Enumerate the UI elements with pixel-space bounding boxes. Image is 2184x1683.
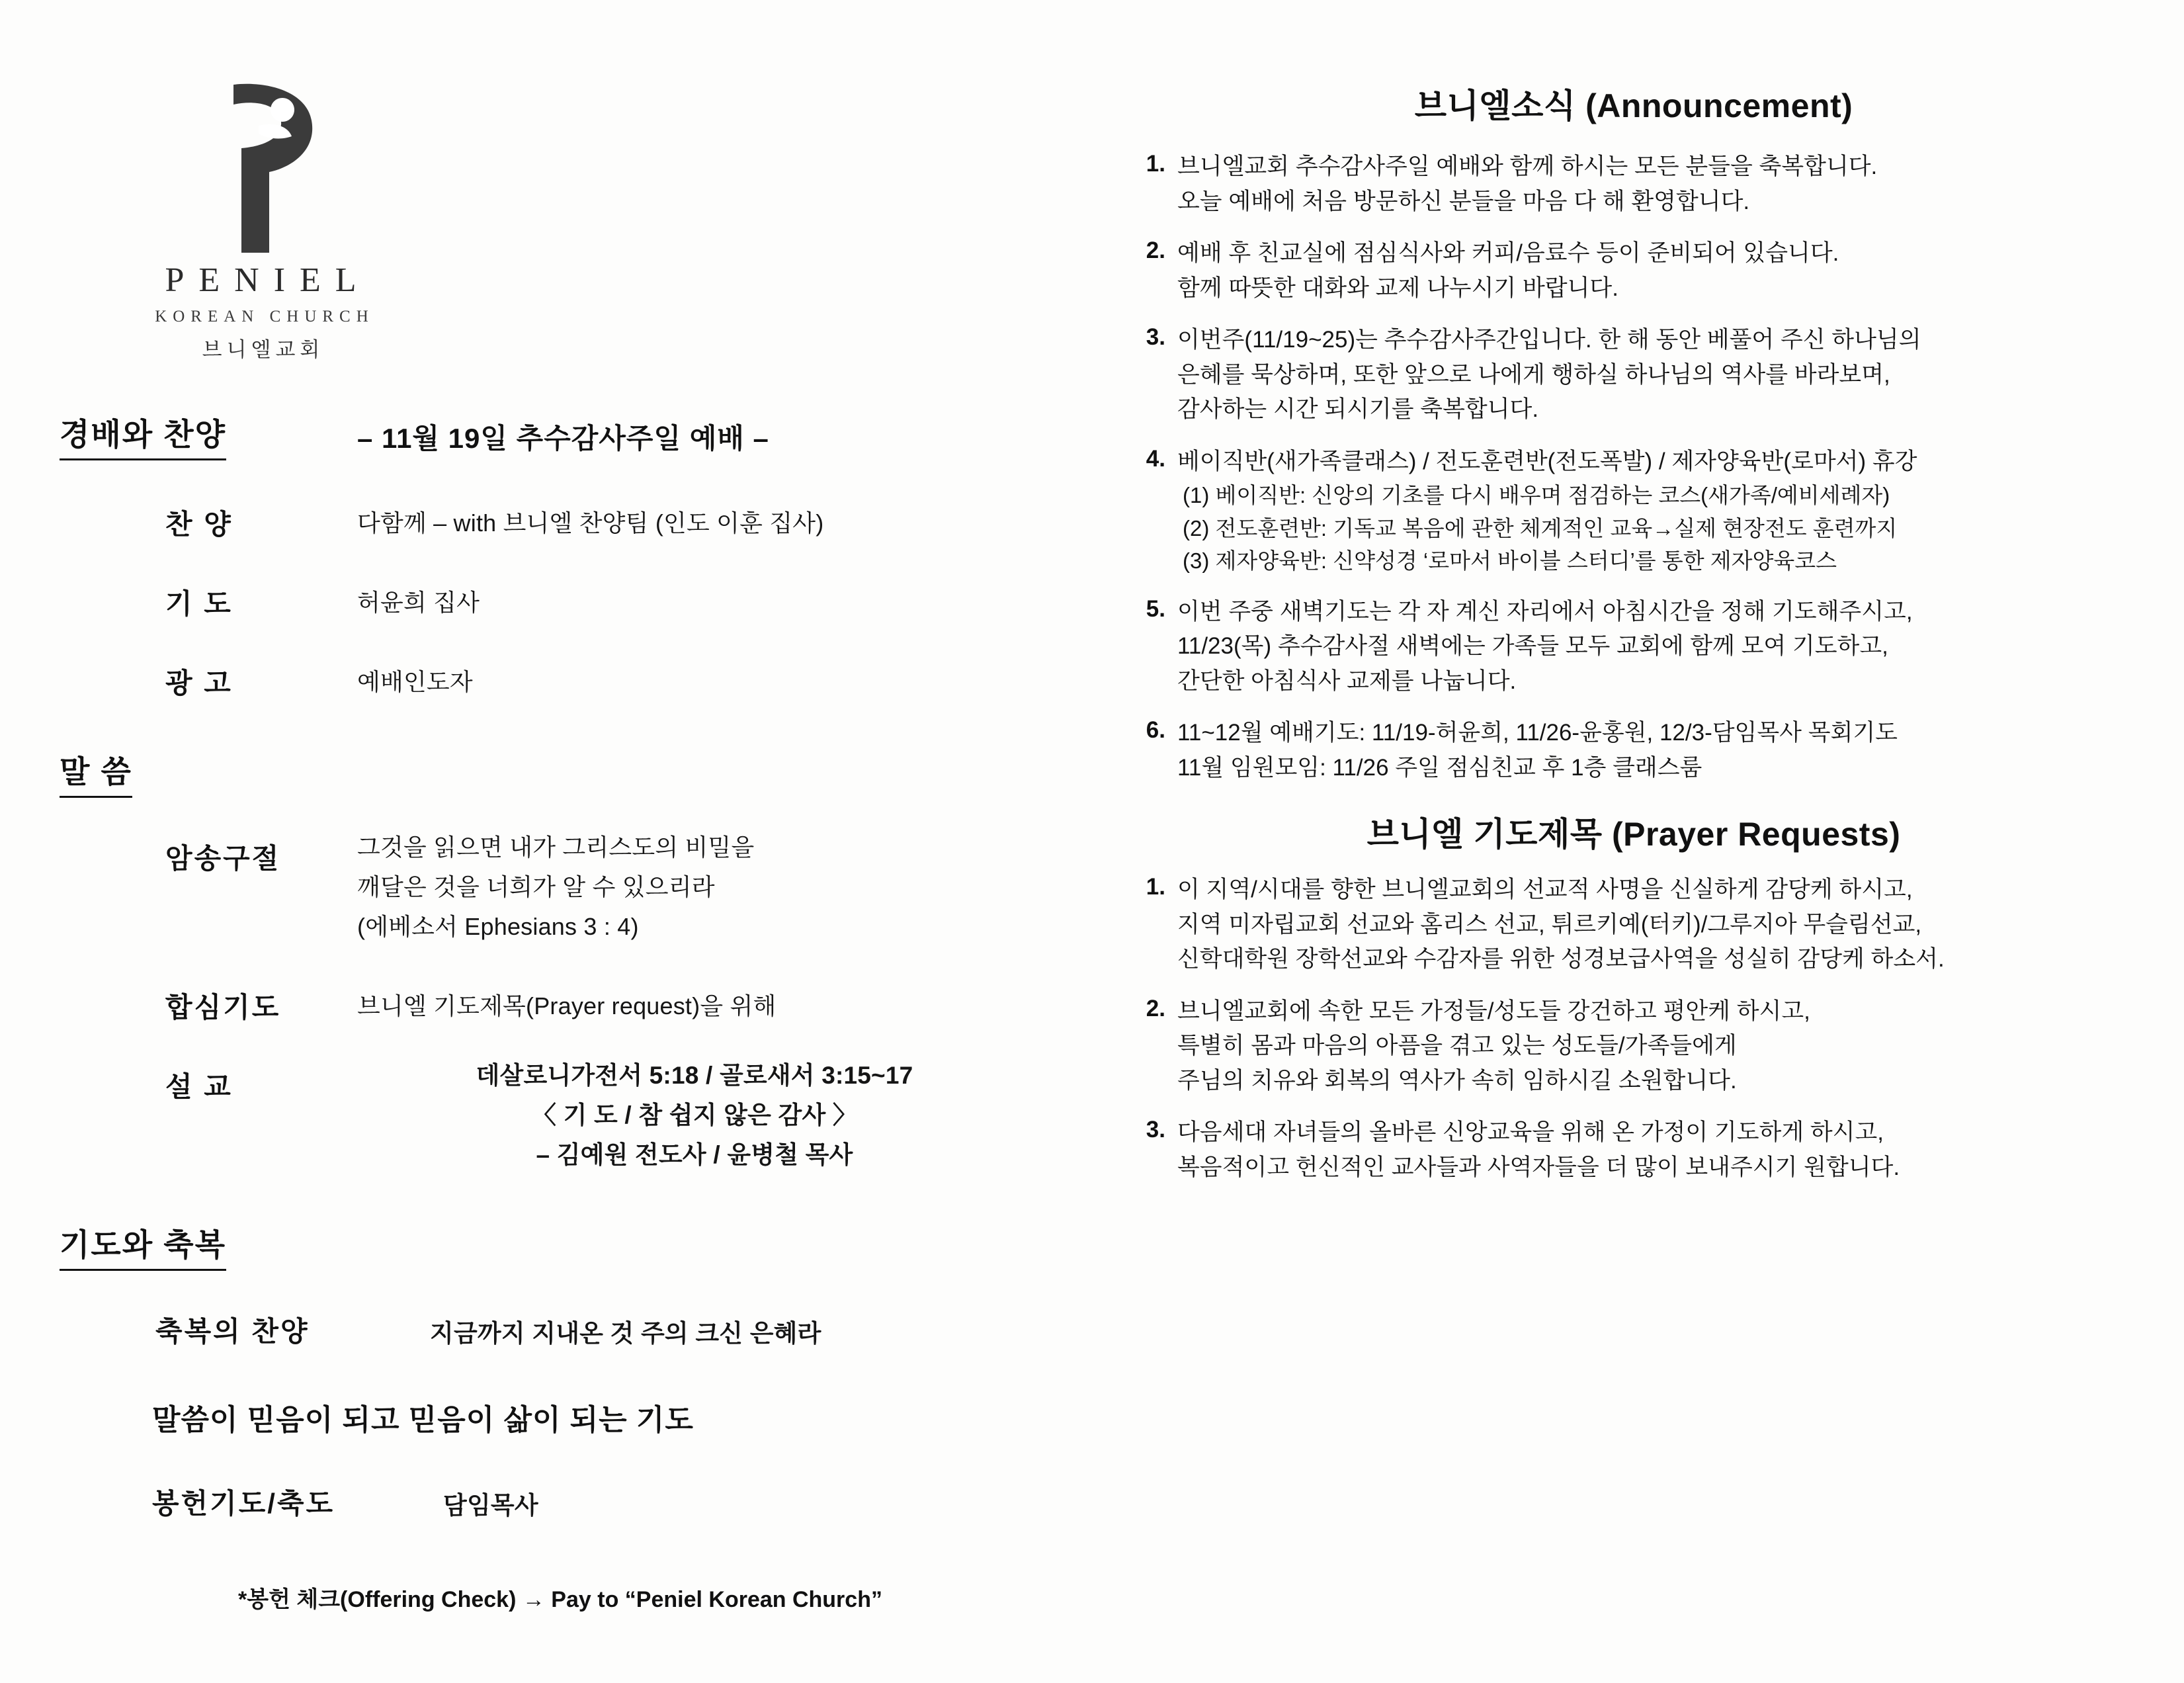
item-body	[1177, 1115, 2143, 1185]
row-label-offering-benediction: 봉헌기도/축도	[152, 1488, 335, 1519]
item-line: 함께 따뜻한 대화와 교제 나누시기 바랍니다.	[1177, 275, 1618, 301]
announcement-item	[1124, 236, 2143, 306]
item-number: 3.	[1146, 1117, 1165, 1143]
row-value-blessing-song: 지금까지 지내온 것 주의 크신 은혜라	[430, 1320, 821, 1347]
item-number: 5.	[1146, 595, 1165, 622]
row-label-praise: 찬 양	[165, 509, 233, 540]
item-line: 간단한 아침식사 교제를 나눕니다.	[1177, 668, 1517, 694]
announcement-item	[1124, 445, 2143, 578]
sermon-title: 〈 기 도 / 참 쉽지 않은 감사 〉	[531, 1101, 858, 1129]
item-body	[1177, 236, 2143, 306]
item-line: 지역 미자립교회 선교와 홈리스 선교, 튀르키예(터키)/그루지아 무슬림선교,	[1177, 911, 1922, 937]
logo-subtitle: KOREAN CHURCH	[155, 308, 374, 325]
item-line: 브니엘교회 추수감사주일 예배와 함께 하시는 모든 분들을 축복합니다.	[1177, 153, 1878, 179]
section-heading-word: 말 씀	[60, 748, 132, 798]
word-faith-life-prayer: 말씀이 믿음이 되고 믿음이 삶이 되는 기도	[152, 1404, 694, 1436]
item-number: 1.	[1146, 151, 1165, 177]
announcement-item	[1124, 150, 2143, 219]
item-line: 브니엘교회에 속한 모든 가정들/성도들 강건하고 평안케 하시고,	[1177, 998, 1810, 1024]
row-label-announcement: 광 고	[165, 668, 233, 699]
row-label-united-prayer: 합심기도	[165, 992, 281, 1023]
item-number: 3.	[1146, 324, 1165, 350]
item-line: 11월 임원모임: 11/26 주일 점심친교 후 1층 클래스룸	[1177, 754, 1702, 781]
item-line: 이 지역/시대를 향한 브니엘교회의 선교적 사명을 신실하게 감당케 하시고,	[1177, 877, 1913, 902]
item-subline: (1) 베이직반: 신앙의 기초를 다시 배우며 점검하는 코스(새가족/예비세례자)	[1183, 483, 1890, 507]
logo-wordmark: PENIEL	[165, 261, 371, 299]
offering-check-note: *봉헌 체크(Offering Check) → Pay to “Peniel Korean Church”	[238, 1587, 882, 1612]
item-line: 이번주(11/19~25)는 추수감사주간입니다. 한 해 동안 베풀어 주신 하나님의	[1177, 327, 1921, 353]
service-date-title: – 11월 19일 추수감사주일 예배 –	[357, 423, 769, 454]
item-line: 11/23(목) 추수감사절 새벽에는 가족들 모두 교회에 함께 모여 기도하고,	[1177, 633, 1888, 659]
row-label-memory-verse: 암송구절	[165, 843, 281, 874]
item-body	[1177, 150, 2143, 219]
prayer-request-item	[1124, 873, 2143, 977]
item-line: 오늘 예배에 처음 방문하신 분들을 마음 다 해 환영합니다.	[1177, 188, 1750, 214]
peniel-logo-icon	[195, 79, 327, 258]
item-subline: (3) 제자양육반: 신약성경 ‘로마서 바이블 스터디’를 통한 제자양육코스	[1183, 548, 1837, 573]
row-label-blessing-song: 축복의 찬양	[155, 1316, 310, 1347]
item-line: 감사하는 시간 되시기를 축복합니다.	[1177, 396, 1539, 422]
sermon-speaker: – 김예원 전도사 / 윤병철 목사	[536, 1141, 853, 1168]
row-label-prayer: 기 도	[165, 588, 233, 619]
announcement-item	[1124, 716, 2143, 785]
item-line: 11~12월 예배기도: 11/19-허윤희, 11/26-윤홍원, 12/3-담임목사 목회기도	[1177, 720, 1898, 746]
item-body	[1177, 323, 2143, 427]
item-line: 다음세대 자녀들의 올바른 신앙교육을 위해 온 가정이 기도하게 하시고,	[1177, 1119, 1884, 1145]
row-value-prayer: 허윤희 집사	[357, 589, 480, 616]
item-body	[1177, 595, 2143, 699]
church-logo	[119, 79, 403, 363]
item-line: 이번 주중 새벽기도는 각 자 계신 자리에서 아침시간을 정해 기도해주시고,	[1177, 598, 1913, 625]
section-heading-blessing: 기도와 축복	[60, 1221, 226, 1271]
row-value-offering-benediction: 담임목사	[443, 1492, 538, 1519]
row-value-announcement: 예배인도자	[357, 668, 473, 695]
sermon-scripture: 데살로니가전서 5:18 / 골로새서 3:15~17	[476, 1062, 913, 1089]
announcement-item	[1124, 323, 2143, 427]
item-body	[1177, 716, 2143, 785]
item-number: 2.	[1146, 237, 1165, 263]
row-value-praise: 다함께 – with 브니엘 찬양팀 (인도 이훈 집사)	[357, 509, 824, 537]
announcement-title: 브니엘소식 (Announcement)	[1414, 87, 1853, 124]
item-line: 특별히 몸과 마음의 아픔을 겪고 있는 성도들/가족들에게	[1177, 1033, 1737, 1058]
item-number: 1.	[1146, 874, 1165, 900]
item-line: 은혜를 묵상하며, 또한 앞으로 나에게 행하실 하나님의 역사를 바라보며,	[1177, 361, 1890, 388]
item-body	[1177, 994, 2143, 1099]
item-line: 예배 후 친교실에 점심식사와 커피/음료수 등이 준비되어 있습니다.	[1177, 240, 1839, 266]
item-line: 주님의 치유와 회복의 역사가 속히 임하시길 소원합니다.	[1177, 1067, 1737, 1094]
item-line: 복음적이고 헌신적인 교사들과 사역자들을 더 많이 보내주시기 원합니다.	[1177, 1154, 1900, 1180]
left-column	[46, 66, 1131, 1641]
item-subline: (2) 전도훈련반: 기독교 복음에 관한 체계적인 교육→실제 현장전도 훈련까지	[1183, 515, 1898, 540]
memory-verse-line-1: 그것을 읽으면 내가 그리스도의 비밀을	[357, 834, 755, 861]
prayer-requests-title: 브니엘 기도제목 (Prayer Requests)	[1366, 816, 1901, 853]
logo-korean-name: 브니엘교회	[202, 338, 325, 361]
item-body	[1177, 445, 2143, 578]
item-number: 2.	[1146, 995, 1165, 1021]
prayer-request-item	[1124, 994, 2143, 1099]
memory-verse-reference: (에베소서 Ephesians 3 : 4)	[357, 913, 639, 940]
row-value-united-prayer: 브니엘 기도제목(Prayer request)을 위해	[357, 992, 777, 1019]
item-number: 6.	[1146, 717, 1165, 743]
right-column	[1124, 79, 2143, 1202]
item-number: 4.	[1146, 445, 1165, 472]
item-body	[1177, 873, 2143, 977]
memory-verse-line-2: 깨달은 것을 너희가 알 수 있으리라	[357, 873, 715, 900]
item-line: 베이직반(새가족클래스) / 전도훈련반(전도폭발) / 제자양육반(로마서) 휴강	[1177, 448, 1917, 474]
announcement-item	[1124, 595, 2143, 699]
row-label-sermon: 설 교	[165, 1071, 233, 1102]
section-heading-worship: 경배와 찬양	[60, 410, 226, 460]
item-line: 신학대학원 장학선교와 수감자를 위한 성경보급사역을 성실히 감당케 하소서.	[1177, 946, 1945, 972]
prayer-request-item	[1124, 1115, 2143, 1185]
